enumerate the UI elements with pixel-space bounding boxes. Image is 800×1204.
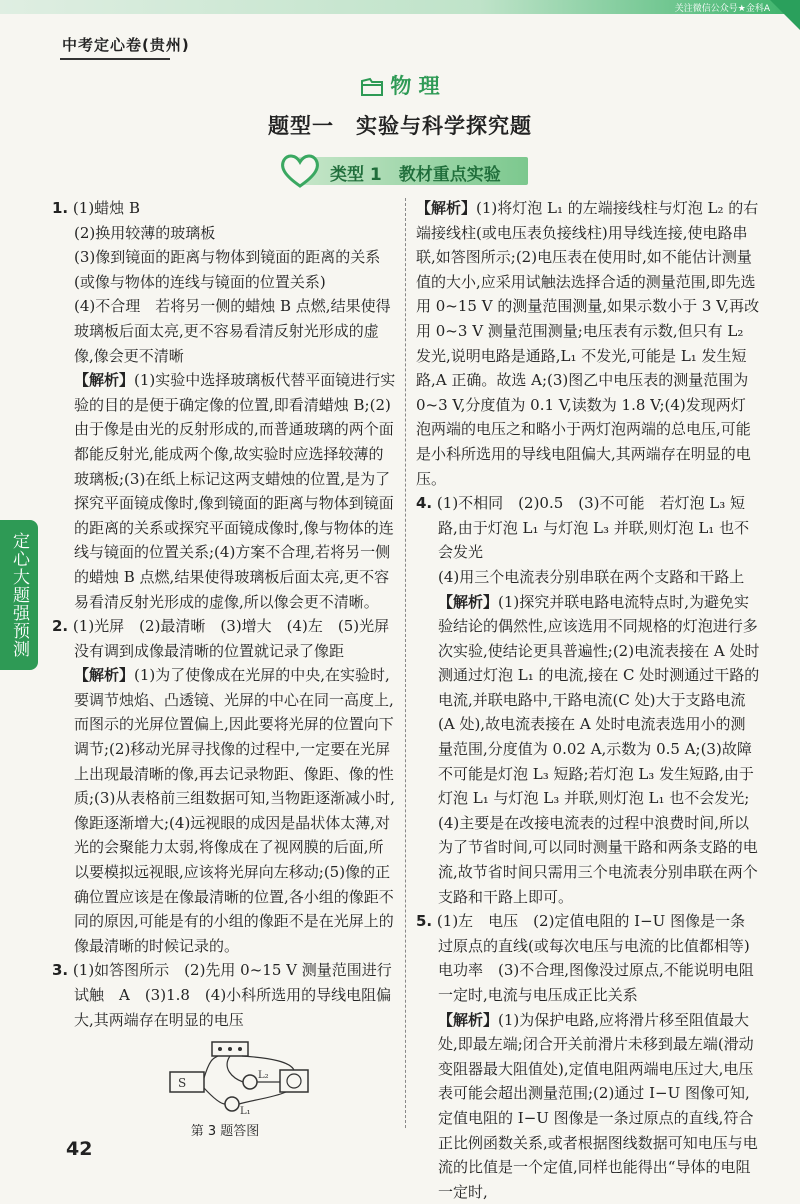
answer-line: (1)蜡烛 B <box>72 199 140 217</box>
item-number: 3. <box>52 961 69 980</box>
answer-line: 电功率 (3)不合理,图像没过原点,不能说明电阻一定时,电流与电压成正比关系 <box>438 961 754 1004</box>
analysis-paragraph <box>52 368 398 614</box>
answer-line: (3)像到镜面的距离与物体到镜面的距离的关系(或像与物体的连线与镜面的位置关系) <box>74 248 381 291</box>
analysis-tag: 【解析】 <box>438 1010 499 1029</box>
item-number: 2. <box>52 617 69 636</box>
top-right-note: 关注微信公众号★金科A <box>674 4 770 14</box>
analysis-paragraph <box>416 590 760 910</box>
analysis-paragraph <box>52 663 398 958</box>
column-divider <box>405 198 406 1128</box>
left-column <box>52 196 398 1145</box>
side-tab: 定心大题强预测 <box>0 520 38 670</box>
item-number: 5. <box>416 912 433 931</box>
page-number: 42 <box>66 1138 93 1160</box>
answer-2 <box>52 614 398 958</box>
answer-line: (1)如答图所示 (2)先用 0~15 V 测量范围进行试触 A (3)1.8 (4)小科所选用的导线电阻偏大,其两端存在明显的电压 <box>72 961 392 1029</box>
analysis-tag: 【解析】 <box>74 371 135 390</box>
subject-title <box>0 70 800 100</box>
circuit-figure <box>162 1038 332 1118</box>
item-number: 4. <box>416 494 433 513</box>
answer-line: (4)用三个电流表分别串联在两个支路和干路上 <box>438 567 745 586</box>
analysis-text: (1)实验中选择玻璃板代替平面镜进行实验的目的是便于确定像的位置,即看清蜡烛 B;(2)由于像是由光的反射形成的,而普通玻璃的两个面都能反射光,能成两个像,故实验时应选择较薄的玻璃板;(3)在纸上标记这两支蜡烛的位置,是为了探究平面镜成像时,像到镜面的距离与物体到镜面的距离的关系或探究平面镜成像时,像与物体的连线与镜面的位置关系;(4)方案不合理,若将另一侧的蜡烛 B 点燃,结果使得玻璃板后面太亮,更不容易看清反射光形成的虚像,所以像会更不清晰。 <box>74 371 396 611</box>
book-title: 中考定心卷(贵州) <box>62 36 190 54</box>
analysis-text: (1)将灯泡 L₁ 的左端接线柱与灯泡 L₂ 的右端接线柱(或电压表负接线柱)用导线连接,使电路串联,如答图所示;(2)电压表在使用时,如不能估计测量值的大小,应采用试触法选择合适的测量范围,即先选用 0~15 V 的测量范围测量,如果示数小于 3 V,再改用 0~3 V 测量范围测量;电压表有示数,但只有 L₂ 发光,说明电路是通路,L₁ 不发光,可能是 L₁ 发生短路,A 正确。故选 A;(3)图乙中电压表的测量范围为 0~3 V,分度值为 0.1 V,读数为 1.8 V;(4)发现两灯泡两端的电压之和略小于两灯泡两端的总电压,可能是小科所选用的导线电阻偏大,其两端存在明显的电压。 <box>416 199 760 488</box>
svg-text:L₁: L₁ <box>240 1106 251 1118</box>
title-underline <box>60 58 170 60</box>
svg-text:L₂: L₂ <box>258 1070 269 1082</box>
answer-line: (1)不相同 (2)0.5 (3)不可能 若灯泡 L₃ 短路,由于灯泡 L₁ 与灯泡 L₃ 并联,则灯泡 L₁ 也不会发光 <box>436 494 750 562</box>
banner-text: 类型 1 教材重点实验 <box>330 165 501 185</box>
circuit-diagram <box>162 1038 332 1118</box>
right-column <box>416 196 760 1204</box>
svg-text:S: S <box>178 1076 187 1091</box>
answer-3-analysis <box>416 196 760 491</box>
answer-5 <box>416 909 760 1204</box>
analysis-text: (1)为了使像成在光屏的中央,在实验时,要调节烛焰、凸透镜、光屏的中心在同一高度上,而图示的光屏位置偏上,因此要将光屏的位置向下调节;(2)移动光屏寻找像的过程中,一定要在光屏上出现最清晰的像,再去记录物距、像距、像的性质;(3)从表格前三组数据可知,当物距逐渐减小时,像距逐渐增大;(4)远视眼的成因是晶状体太薄,对光的会聚能力太弱,将像成在了视网膜的后面,所以要模拟远视眼,应该将光屏向左移动;(5)像的正确位置应该是在像最清晰的位置,各小组的像距不同的原因,可能是有的小组的像距不是在光屏上的像最清晰的时候记录的。 <box>74 666 395 955</box>
page-corner-flag <box>770 0 800 30</box>
analysis-tag: 【解析】 <box>438 592 499 611</box>
type-banner <box>278 153 528 187</box>
item-number: 1. <box>52 199 69 217</box>
section-heading: 题型一 实验与科学探究题 <box>268 114 532 138</box>
figure-caption: 第 3 题答图 <box>190 1124 260 1140</box>
answer-line: (4)不合理 若将另一侧的蜡烛 B 点燃,结果使得玻璃板后面太亮,更不容易看清反射光形成的虚像,像会更不清晰 <box>74 297 391 365</box>
answer-line: (1)左 电压 (2)定值电阻的 I−U 图像是一条过原点的直线(或每次电压与电流的比值都相等) <box>436 912 750 955</box>
heart-icon <box>278 153 322 189</box>
analysis-tag: 【解析】 <box>74 666 135 685</box>
analysis-paragraph <box>416 1008 760 1204</box>
answer-1 <box>52 196 398 614</box>
book-icon <box>360 77 384 97</box>
answer-4 <box>416 491 760 909</box>
analysis-paragraph <box>416 196 760 491</box>
answer-3 <box>52 958 398 1144</box>
analysis-text: (1)探究并联电路电流特点时,为避免实验结论的偶然性,应该选用不同规格的灯泡进行多次实验,使结论更具普遍性;(2)电流表接在 A 处时测通过灯泡 L₁ 的电流,接在 C 处时测通过干路的电流,并联电路中,干路电流(C 处)大于支路电流(A 处),故电流表接在 A 处时电流表选用小的测量范围,分度值为 0.02 A,示数为 0.5 A;(3)故障不可能是灯泡 L₃ 短路;若灯泡 L₃ 发生短路,由于灯泡 L₁ 与灯泡 L₃ 并联,则灯泡 L₁ 也不会发光;(4)主要是在改接电流表的过程中浪费时间,所以为了节省时间,可以同时测量干路和两条支路的电流,故节省时间只需用三个电流表分别串联在两个支路和干路上即可。 <box>438 592 760 906</box>
analysis-tag: 【解析】 <box>416 199 477 217</box>
answer-line: (2)换用较薄的玻璃板 <box>74 223 216 242</box>
subject-label: 物 理 <box>390 74 440 98</box>
analysis-text: (1)为保护电路,应将滑片移至阻值最大处,即最左端;闭合开关前滑片未移到最左端(滑动变阻器最大阻值处),定值电阻两端电压过大,电压表可能会超出测量范围;(2)通过 I−U 图像可知,定值电阻的 I−U 图像是一条过原点的直线,符合正比例函数关系,或者根据图线数据可知电压与电流的比值是一个定值,同样也能得出“导体的电阻一定时, <box>438 1010 758 1201</box>
answer-line: (1)光屏 (2)最清晰 (3)增大 (4)左 (5)光屏没有调到成像最清晰的位置就记录了像距 <box>72 617 390 660</box>
